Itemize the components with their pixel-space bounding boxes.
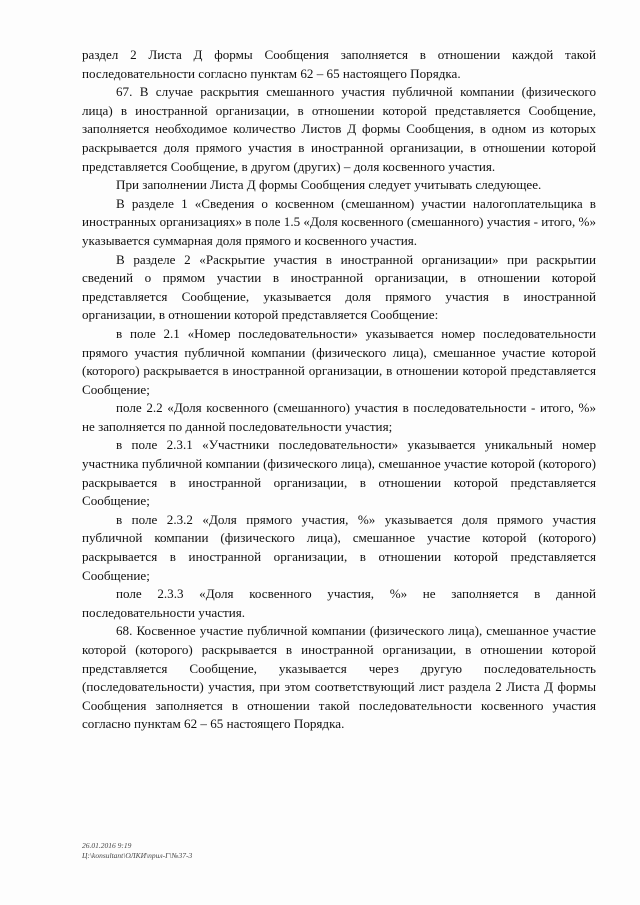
paragraph-field-2-2: поле 2.2 «Доля косвенного (смешанного) участия в последовательности - итого, %» не заполняется по данной последовательности участия; bbox=[82, 400, 596, 434]
paragraph-note: При заполнении Листа Д формы Сообщения следует учитывать следующее. bbox=[116, 177, 542, 193]
footer-timestamp: 26.01.2016 9:19 bbox=[82, 841, 132, 850]
page-footer bbox=[82, 841, 192, 861]
paragraph-section-2: В разделе 2 «Раскрытие участия в иностранной организации» при раскрытии сведений о прямом участии в иностранной организации, в отношении которой представляется Сообщение, указывается доля прямого участия в иностранной организации, в отношении которой представляется Сообщение: bbox=[82, 251, 596, 323]
paragraph-field-2-3-1: в поле 2.3.1 «Участники последовательности» указывается уникальный номер участника публичной компании (физического лица), смешанное участие которой (которого) раскрывается в иностранной организации, в отношении которой представляется Сообщение; bbox=[82, 437, 596, 509]
paragraph-continuation: раздел 2 Листа Д формы Сообщения заполняется в отношении каждой такой последовательности согласно пунктам 62 – 65 настоящего Порядка. bbox=[82, 47, 596, 81]
footer-file-path: Ц:\konsultant\ОЛКИ\прил-Г\№37-3 bbox=[82, 851, 193, 860]
paragraph-68: 68. Косвенное участие публичной компании (физического лица), смешанное участие которой (которого) раскрывается в иностранной организации, в отношении которой представляется Сообщение, указывается через другую последовательность (последовательности) участия, при этом соответствующий лист раздела 2 Листа Д формы Сообщения заполняется в отношении такой последовательности косвенного участия согласно пунктам 62 – 65 настоящего Порядка. bbox=[82, 623, 596, 732]
paragraph-field-2-1: в поле 2.1 «Номер последовательности» указывается номер последовательности прямого участия публичной компании (физического лица), смешанное участие которой (которого) раскрывается в иностранной организации, в отношении которой представляется Сообщение; bbox=[82, 325, 596, 397]
paragraph-field-2-3-3: поле 2.3.3 «Доля косвенного участия, %» не заполняется в данной последовательности участия. bbox=[82, 586, 596, 620]
paragraph-field-2-3-2: в поле 2.3.2 «Доля прямого участия, %» указывается доля прямого участия публичной компании (физического лица), смешанное участие которой (которого) раскрывается в иностранной организации, в отношении которой представляется Сообщение; bbox=[82, 511, 596, 583]
paragraph-section-1: В разделе 1 «Сведения о косвенном (смешанном) участии налогоплательщика в иностранных организациях» в поле 1.5 «Доля косвенного (смешанного) участия - итого, %» указывается суммарная доля прямого и косвенного участия. bbox=[82, 195, 596, 248]
paragraph-67: 67. В случае раскрытия смешанного участия публичной компании (физического лица) в иностранной организации, в отношении которой представляется Сообщение, заполняется необходимое количество Листов Д формы Сообщения, в одном из которых раскрывается доля прямого участия в иностранной организации, в отношении которой представляется Сообщение, в другом (других) – доля косвенного участия. bbox=[82, 84, 596, 174]
document-body bbox=[82, 46, 596, 734]
